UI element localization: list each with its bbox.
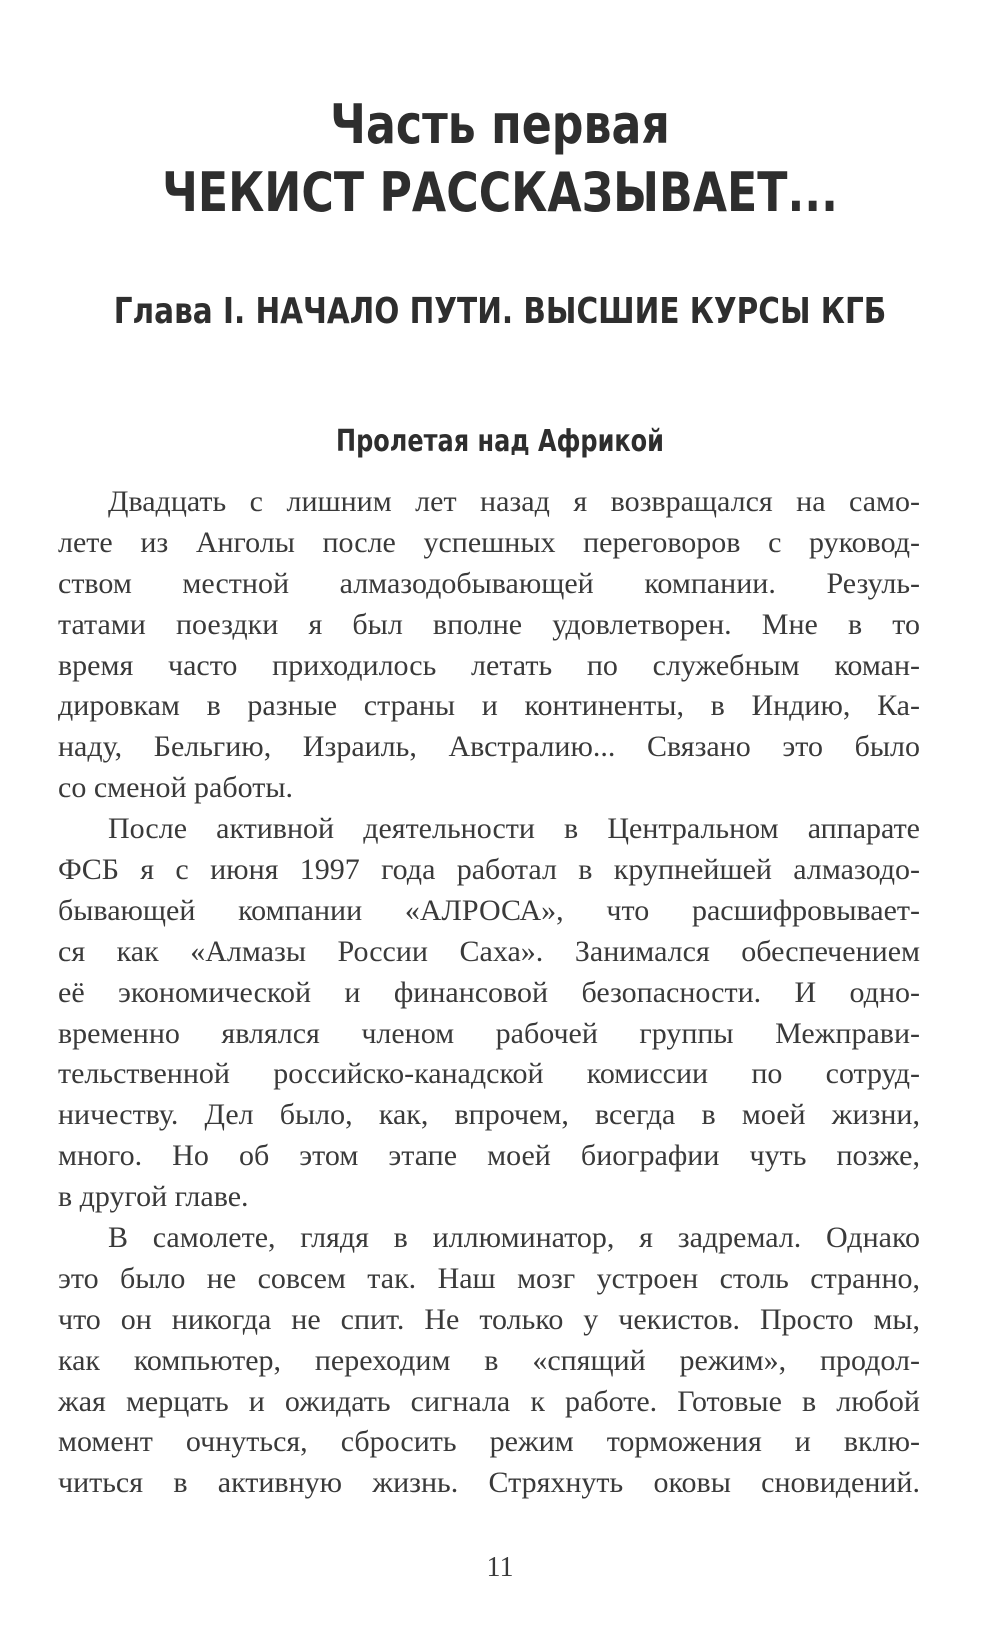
text-line: со сменой работы. [58, 771, 293, 805]
text-line: много. Но об этом этапе моей биографии чуть позже, [58, 1139, 920, 1173]
text-line: бывающей компании «АЛРОСА», что расшифровывает- [58, 893, 920, 927]
text-line: как компьютер, переходим в «спящий режим», продол- [58, 1343, 920, 1377]
text-line: её экономической и финансовой безопасности. И одно- [58, 975, 920, 1009]
text-line: ничеству. Дел было, как, впрочем, всегда в моей жизни, [58, 1098, 920, 1132]
chapter-title: Глава I. НАЧАЛО ПУТИ. ВЫСШИЕ КУРСЫ КГБ [113, 291, 887, 332]
text-line: лете из Анголы после успешных переговоров с руковод- [58, 525, 920, 559]
part-subtitle: ЧЕКИСТ РАССКАЗЫВАЕТ... [162, 161, 838, 224]
text-line: татами поездки я был вполне удовлетворен. Мне в то [58, 607, 920, 641]
text-line: наду, Бельгию, Израиль, Австралию... Связано это было [58, 730, 920, 764]
text-line: Двадцать с лишним лет назад я возвращался на само- [108, 485, 920, 518]
text-line: тельственной российско-канадской комиссии по сотруд- [58, 1057, 920, 1091]
part-title: Часть первая [330, 93, 670, 156]
text-line: временно являлся членом рабочей группы Межправи- [58, 1016, 920, 1050]
body-text [58, 482, 920, 1504]
text-line: в другой главе. [58, 1180, 249, 1214]
text-line: это было не совсем так. Наш мозг устроен столь странно, [58, 1261, 920, 1295]
text-line: ством местной алмазодобывающей компании. Резуль- [58, 566, 920, 600]
text-line: время часто приходилось летать по служебным коман- [58, 648, 920, 682]
section-title: Пролетая над Африкой [336, 424, 664, 459]
page-number: 11 [486, 1552, 514, 1583]
text-line: дировкам в разные страны и континенты, в Индию, Ка- [58, 689, 920, 723]
text-line: После активной деятельности в Центральном аппарате [108, 812, 920, 846]
text-line: ФСБ я с июня 1997 года работал в крупнейшей алмазодо- [58, 853, 920, 887]
text-line: что он никогда не спит. Не только у чекистов. Просто мы, [58, 1302, 920, 1336]
text-line: В самолете, глядя в иллюминатор, я задремал. Однако [108, 1221, 920, 1255]
text-line: читься в активную жизнь. Стряхнуть оковы сновидений. [58, 1466, 920, 1500]
text-line: жая мерцать и ожидать сигнала к работе. Готовые в любой [58, 1384, 920, 1418]
text-line: ся как «Алмазы России Саха». Занимался обеспечением [58, 934, 920, 968]
text-line: момент очнуться, сбросить режим торможения и вклю- [58, 1425, 920, 1459]
